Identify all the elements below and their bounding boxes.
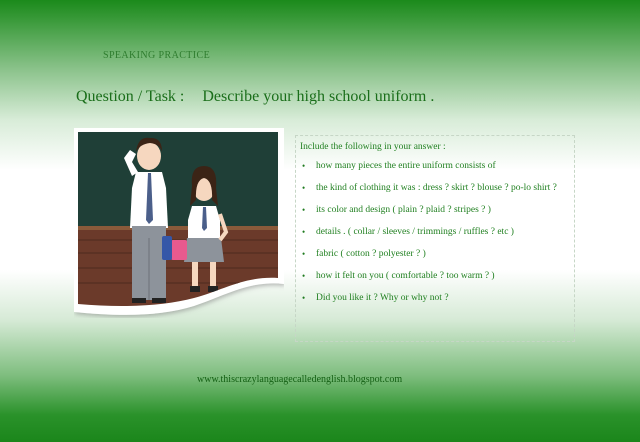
bullet-icon: • [302,271,306,281]
bullet-icon: • [302,293,306,303]
list-item-text: details . ( collar / sleeves / trimmings / ruffles ? etc ) [316,227,514,237]
list-item-text: fabric ( cotton ? polyester ? ) [316,249,426,259]
instructions-box [295,135,575,342]
task-prefix: Question / Task : [76,88,185,105]
list-item-text: how many pieces the entire uniform consists of [316,161,496,171]
list-item [300,204,566,217]
school-uniform-students-illustration [74,128,284,318]
list-item [300,270,566,283]
task-text: Describe your high school uniform . [202,88,435,105]
bullet-icon: • [302,227,306,237]
list-item [300,182,566,195]
list-item-text: its color and design ( plain ? plaid ? stripes ? ) [316,205,491,215]
task-title [76,88,434,106]
list-item-text: how it felt on you ( comfortable ? too warm ? ) [316,271,495,281]
bullet-icon: • [302,249,306,259]
prompt-list [300,160,566,305]
bullet-icon: • [302,183,306,193]
instructions-intro: Include the following in your answer : [300,142,446,152]
list-item [300,292,566,305]
list-item [300,226,566,239]
list-item [300,248,566,261]
header-label: SPEAKING PRACTICE [103,50,211,61]
list-item-text: Did you like it ? Why or why not ? [316,293,449,303]
bullet-icon: • [302,161,306,171]
list-item [300,160,566,173]
bullet-icon: • [302,205,306,215]
illustration-frame [74,128,284,318]
footer-url[interactable]: www.thiscrazylanguagecalledenglish.blogspot.com [197,374,403,385]
list-item-text: the kind of clothing it was : dress ? skirt ? blouse ? po-lo shirt ? [316,183,557,193]
